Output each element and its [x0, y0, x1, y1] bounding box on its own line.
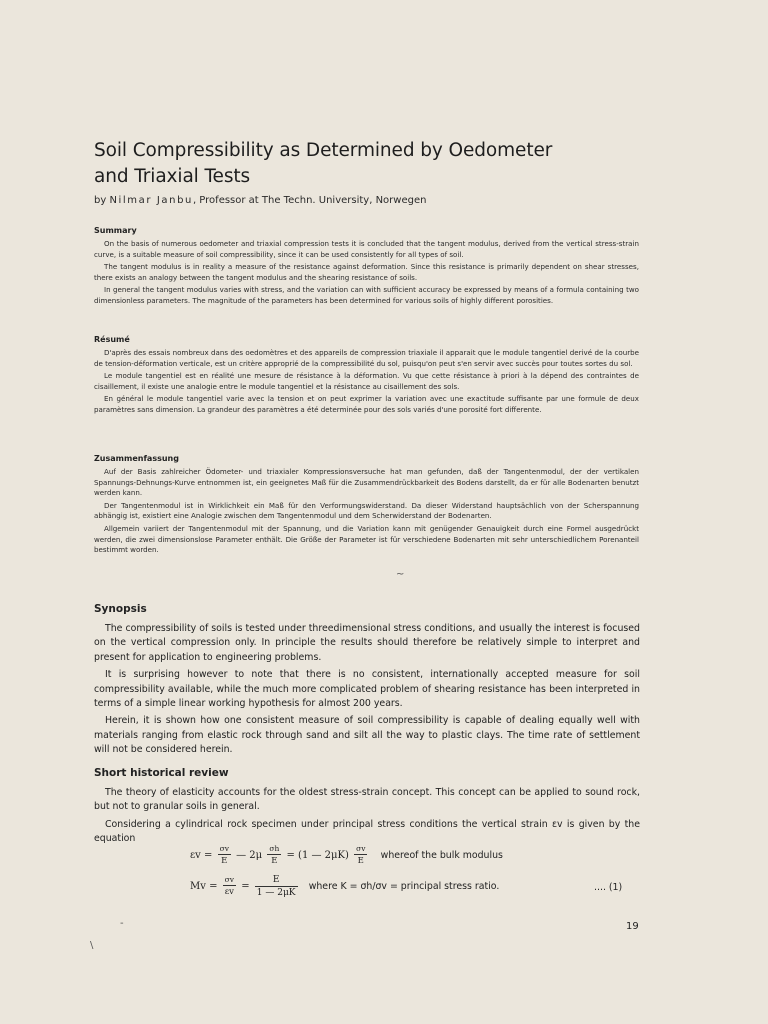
frac-den: E — [271, 856, 278, 866]
zusammenfassung-heading: Zusammenfassung — [94, 454, 179, 463]
paper-title — [94, 138, 694, 190]
title-line-2: and Triaxial Tests — [94, 166, 251, 187]
resume-paragraph: En général le module tangentiel varie avec la tension et on peut exprimer la variation avec une exactitude suffisante par une formule de deux paramètres sans dimension. La grandeur des paramètres a été determinée pour des sols variés d'une porosité fort differente. — [94, 394, 639, 414]
eq-term: = (1 — 2μK) — [286, 850, 349, 861]
resume-heading: Résumé — [94, 335, 130, 344]
equation-number: .... (1) — [594, 882, 623, 893]
stray-mark: \ — [90, 940, 94, 951]
byline — [94, 195, 426, 206]
summary-heading: Summary — [94, 226, 137, 235]
frac-den: E — [221, 856, 228, 866]
page-number: 19 — [626, 921, 639, 932]
eq-lhs: Mv = — [190, 881, 218, 892]
frac-num: σv — [356, 844, 366, 853]
resume-section — [94, 335, 639, 418]
frac-num: E — [255, 874, 298, 887]
eq-text: whereof the bulk modulus — [380, 850, 503, 861]
summary-paragraph: In general the tangent modulus varies with stress, and the variation can with sufficient accuracy be expressed by means of a formula containing two dimensionless parameters. The magnitude of the parameters has been determined for various soils of highly different porosities. — [94, 285, 639, 305]
frac-den: 1 — 2μK — [256, 888, 296, 898]
resume-paragraph: Le module tangentiel est en réalité une mesure de résistance à la déformation. Vu que cette résistance à priori à la dépend des contraintes de cisaillement, il existe une analogie entre le module tangentiel et la résistance au cisaillement des sols. — [94, 371, 639, 391]
author-affiliation: , Professor at The Techn. University, Norwegen — [192, 195, 427, 206]
frac-num: σv — [224, 875, 234, 884]
eq-lhs: εv = — [190, 850, 213, 861]
history-paragraph: The theory of elasticity accounts for the oldest stress-strain concept. This concept can be applied to sound rock, but not to granular soils in general. — [94, 787, 640, 813]
summary-paragraph: On the basis of numerous oedometer and triaxial compression tests it is concluded that the tangent modulus, derived from the vertical stress-strain curve, is a suitable measure of soil compressibility, since it can be used consistently for all types of soil. — [94, 239, 639, 259]
frac-num: σh — [269, 844, 280, 853]
zusammenfassung-paragraph: Der Tangentenmodul ist in Wirklichkeit ein Maß für den Verformungswiderstand. Da dieser Widerstand hauptsächlich von der Scherspannung abhängig ist, existiert eine Analogie zwischen dem Tangentenmodul und dem Scherwiderstand der Bodenarten. — [94, 500, 639, 521]
history-section — [94, 767, 640, 850]
eq-term: = — [241, 881, 250, 892]
summary-section — [94, 226, 639, 309]
synopsis-paragraph: Herein, it is shown how one consistent measure of soil compressibility is capable of dealing equally well with materials ranging from elastic rock through sand and silt all the way to plastic clays. The time rate of settlement will not be considered herein. — [94, 715, 640, 756]
synopsis-paragraph: It is surprising however to note that there is no consistent, internationally accepted measure for soil compressibility available, while the much more complicated problem of shearing resistance has been interpreted in terms of a simple linear working hypothesis for almost 200 years. — [94, 669, 640, 710]
synopsis-section — [94, 603, 640, 761]
eq-term: — 2μ — [236, 850, 263, 861]
history-paragraph: Considering a cylindrical rock specimen under principal stress conditions the vertical strain εv is given by the equation — [94, 818, 640, 845]
author-name: Nilmar Janbu — [109, 195, 193, 206]
summary-paragraph: The tangent modulus is in reality a measure of the resistance against deformation. Since this resistance is primarily dependent on shear stresses, there exists an analogy between the tangent modulus and the shearing resistance of soils. — [94, 262, 639, 282]
resume-paragraph: D'après des essais nombreux dans des oedomètres et des appareils de compression triaxiale il apparait que le module tangentiel derivé de la courbe de tension-déformation verticale, est un critère approprié de la compressibilité du sol, puisqu'on peut s'en servir avec succès pour toutes sortes du sol. — [94, 348, 639, 368]
synopsis-paragraph: The compressibility of soils is tested under threedimensional stress conditions, and usually the interest is focused on the vertical compression only. In principle the results should therefore be relatively simple to interpret and present for application to engineering problems. — [94, 623, 640, 663]
equation-strain — [190, 844, 503, 867]
zusammenfassung-section — [94, 454, 639, 558]
history-heading: Short historical review — [94, 767, 229, 779]
synopsis-heading: Synopsis — [94, 603, 147, 615]
frac-den: E — [357, 856, 364, 866]
eq-fraction — [267, 844, 281, 867]
title-line-1: Soil Compressibility as Determined by Oedometer — [94, 140, 553, 161]
eq-fraction — [354, 844, 367, 867]
zusammenfassung-paragraph: Allgemein variiert der Tangentenmodul mit der Spannung, und die Variation kann mit genügender Genauigkeit durch eine Formel ausgedrückt werden, die zwei dimensionslose Parameter enthält. Die Größe der Parameter ist für verschiedene Bodenarten mit sehr unterschiedlichem Porenanteil bestimmt worden. — [94, 523, 639, 555]
equation-bulk-modulus — [190, 874, 499, 899]
frac-den: εv — [224, 887, 234, 897]
zusammenfassung-paragraph: Auf der Basis zahlreicher Ödometer- und triaxialer Kompressionsversuche hat man gefunden, daß der Tangentenmodul, der der vertikalen Spannungs-Dehnungs-Kurve entnommen ist, ein geeignetes Maß für die Zusammendrückbarkeit des Bodens darstellt, da er für alle Bodenarten benutzt werden kann. — [94, 467, 639, 498]
stray-mark: - — [120, 918, 124, 929]
byline-prefix: by — [94, 195, 110, 206]
frac-num: σv — [219, 844, 229, 853]
eq-fraction — [255, 874, 298, 899]
eq-fraction — [223, 875, 236, 898]
eq-fraction — [218, 844, 231, 867]
eq-text: where K = σh/σv = principal stress ratio. — [308, 881, 500, 892]
stray-mark: ~ — [396, 569, 405, 580]
